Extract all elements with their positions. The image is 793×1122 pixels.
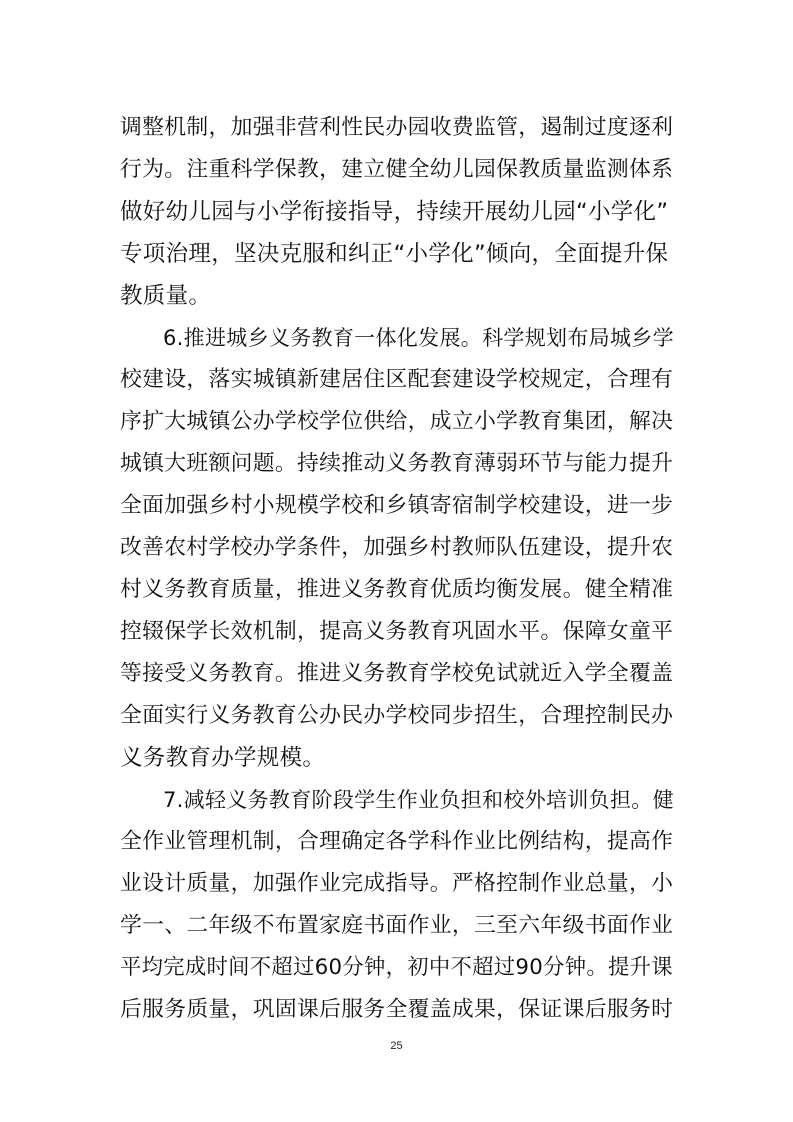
body-text-line: 业设计质量，加强作业完成指导。严格控制作业总量，小 <box>120 871 674 896</box>
body-text-line: 学一、二年级不布置家庭书面作业，三至六年级书面作业 <box>120 913 674 938</box>
body-text-line: 行为。注重科学保教，建立健全幼儿园保教质量监测体系 <box>120 157 674 182</box>
body-text-line: 后服务质量，巩固课后服务全覆盖成果，保证课后服务时 <box>120 997 674 1022</box>
body-text-line: 义务教育办学规模。 <box>120 745 326 771</box>
body-text-line: 控辍保学长效机制，提高义务教育巩固水平。保障女童平 <box>120 619 674 644</box>
body-text-line: 序扩大城镇公办学校学位供给，成立小学教育集团，解决 <box>120 409 674 434</box>
body-text-line: 教质量。 <box>120 283 212 309</box>
body-text-line: 全面加强乡村小规模学校和乡镇寄宿制学校建设，进一步 <box>120 493 674 518</box>
page-number: 25 <box>390 1040 403 1052</box>
body-text-line: 城镇大班额问题。持续推动义务教育薄弱环节与能力提升 <box>120 451 674 476</box>
section-7-heading-line: 7.减轻义务教育阶段学生作业负担和校外培训负担。健 <box>163 787 674 812</box>
body-text-line: 调整机制，加强非营利性民办园收费监管，遏制过度逐利 <box>120 115 674 140</box>
body-text-line: 专项治理，坚决克服和纠正“小学化”倾向，全面提升保 <box>120 241 669 267</box>
body-text-line: 改善农村学校办学条件，加强乡村教师队伍建设，提升农 <box>120 535 674 560</box>
body-text-line: 全作业管理机制，合理确定各学科作业比例结构，提高作 <box>120 829 674 854</box>
body-text-line: 全面实行义务教育公办民办学校同步招生，合理控制民办 <box>120 703 674 728</box>
body-text-line: 等接受义务教育。推进义务教育学校免试就近入学全覆盖 <box>120 661 674 686</box>
body-text-line: 校建设，落实城镇新建居住区配套建设学校规定，合理有 <box>120 367 674 392</box>
body-text-line: 平均完成时间不超过60分钟，初中不超过90分钟。提升课 <box>120 955 673 980</box>
section-6-heading-line: 6.推进城乡义务教育一体化发展。科学规划布局城乡学 <box>163 325 674 350</box>
body-text-line: 做好幼儿园与小学衔接指导，持续开展幼儿园“小学化” <box>120 199 669 225</box>
body-text-line: 村义务教育质量，推进义务教育优质均衡发展。健全精准 <box>120 577 674 602</box>
